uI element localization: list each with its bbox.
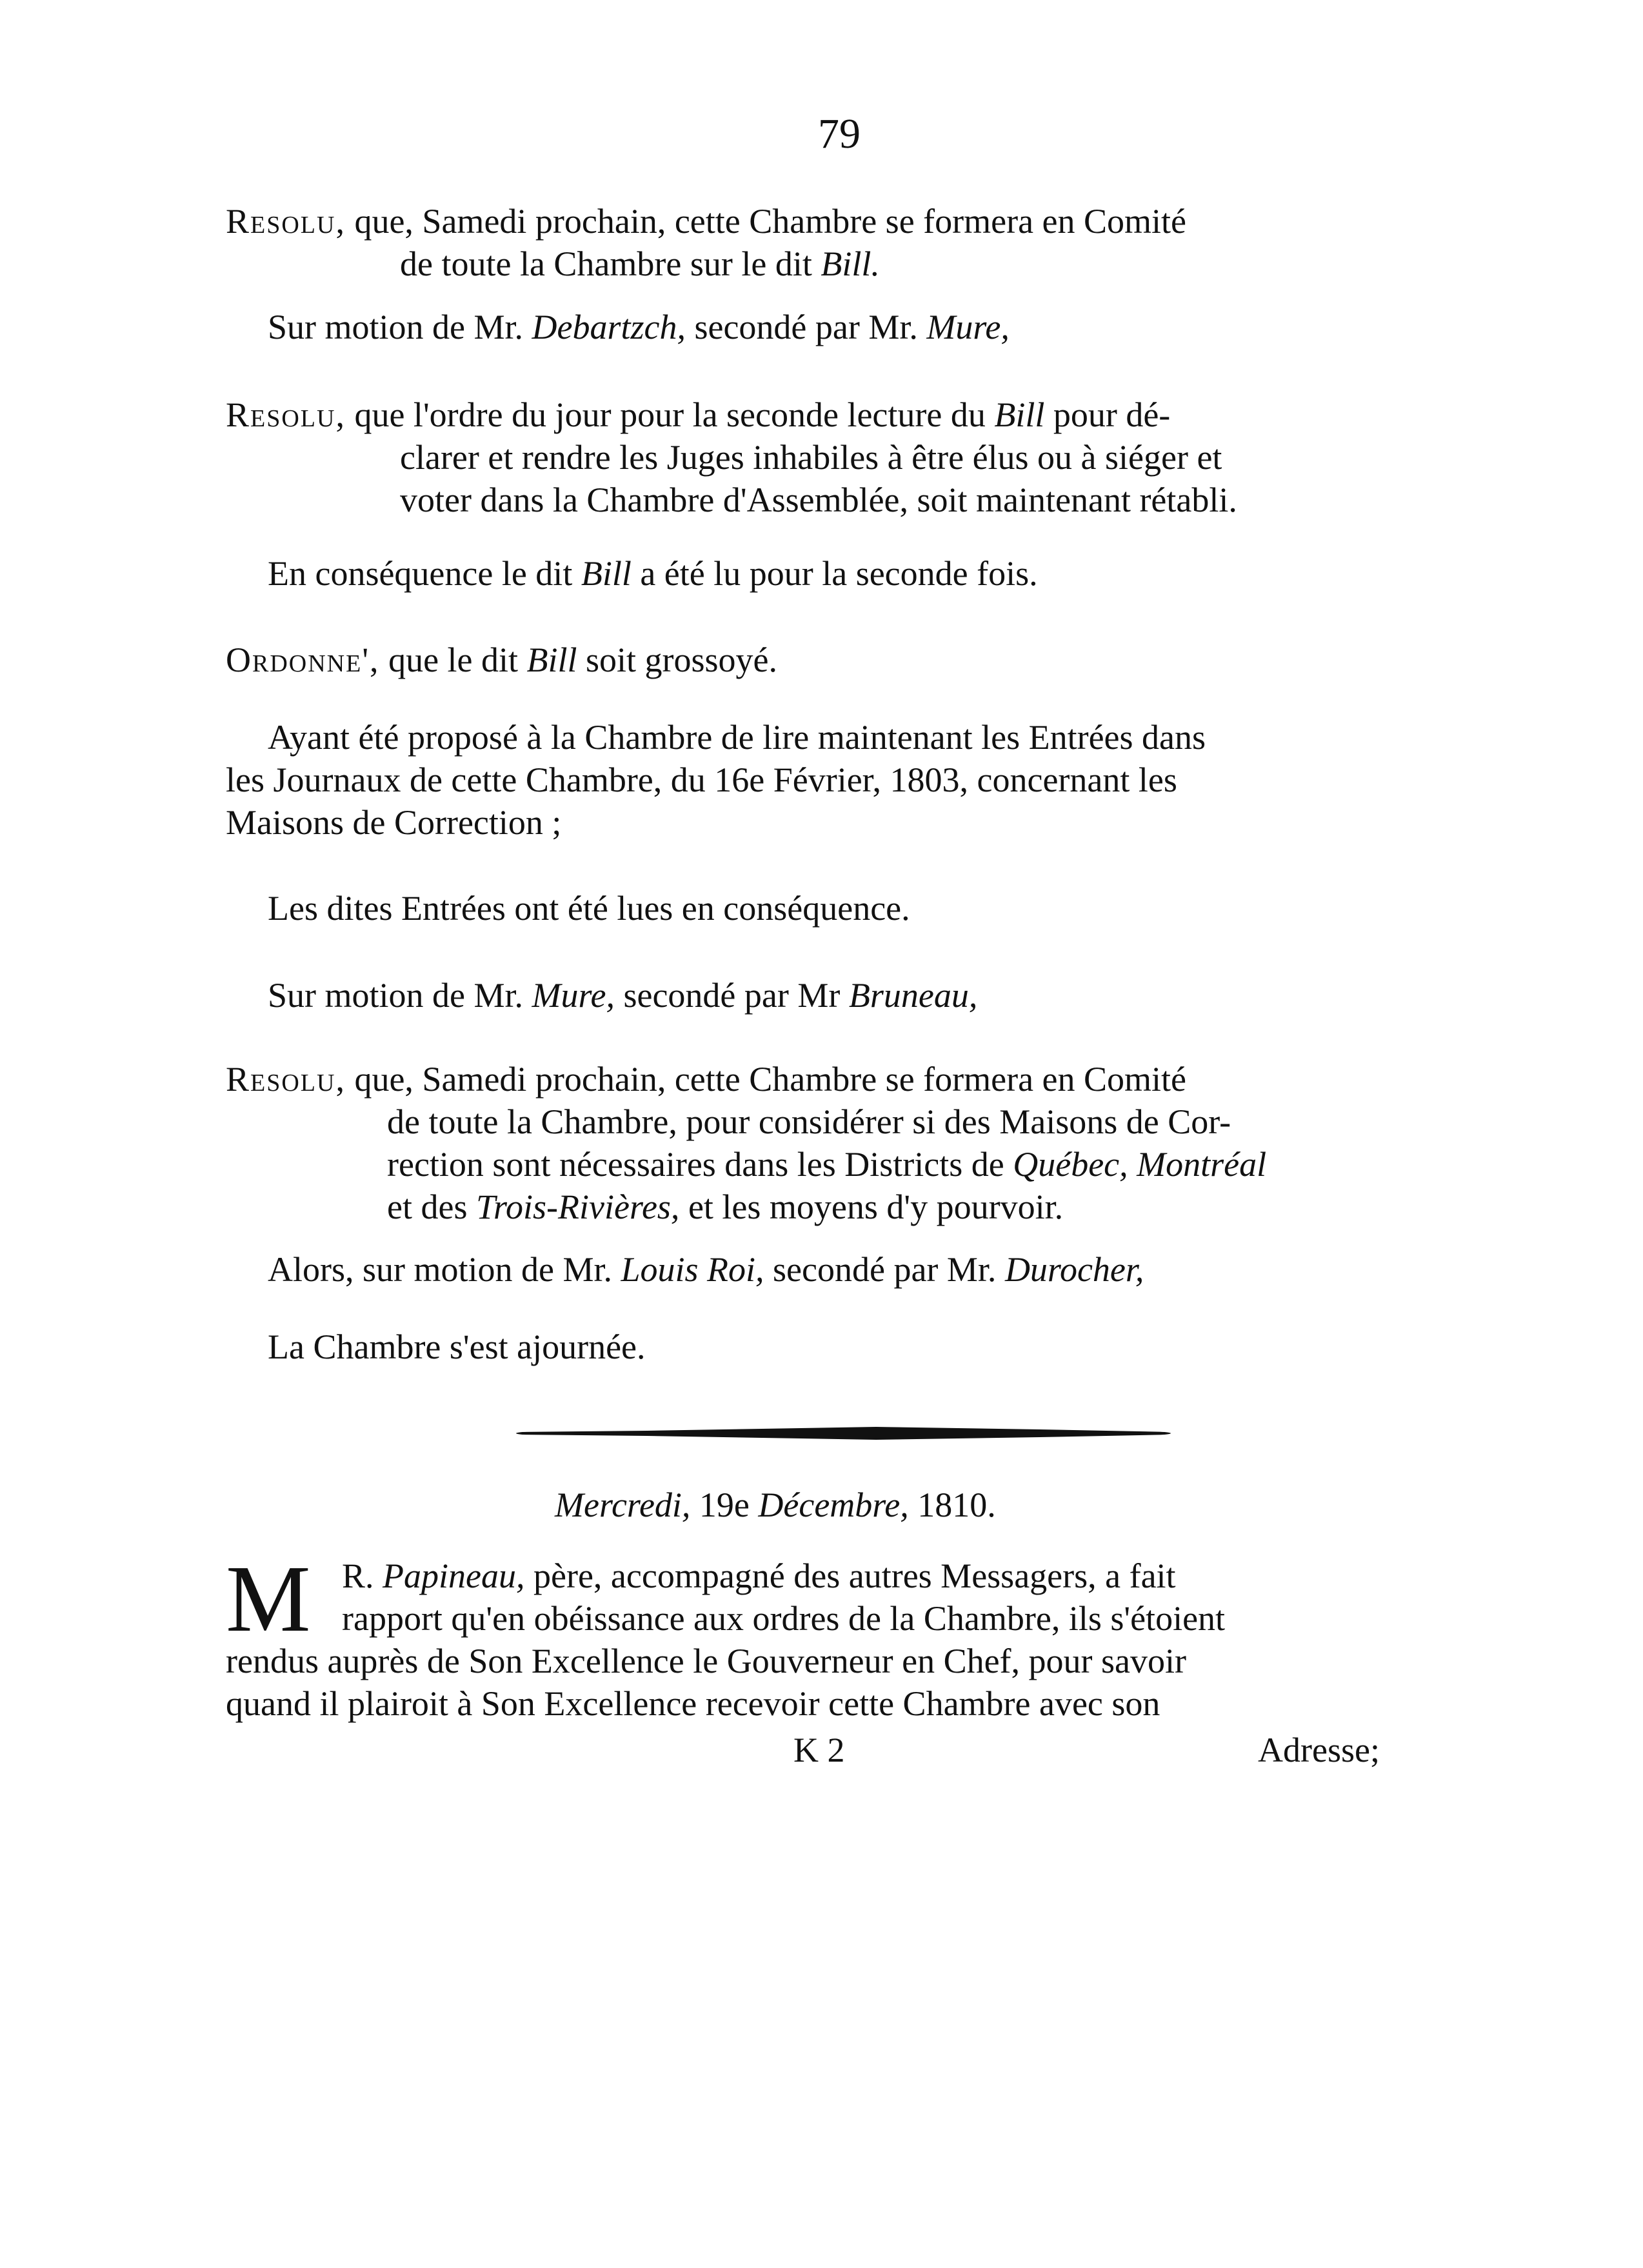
- member-name: Durocher,: [1004, 1250, 1144, 1289]
- motion-line-2: [268, 974, 977, 1017]
- text: Sur motion de Mr.: [268, 976, 532, 1015]
- weekday: Mercredi,: [555, 1486, 691, 1524]
- text-line: rendus auprès de Son Excellence le Gouverneur en Chef, pour savoir: [226, 1642, 1186, 1680]
- text-line: de toute la Chambre, pour considérer si des Maisons de Cor-: [387, 1102, 1231, 1141]
- member-name: Mure,: [532, 976, 615, 1015]
- text-line: que, Samedi prochain, cette Chambre se formera en Comité: [345, 202, 1187, 241]
- place-name: Trois-Rivières,: [475, 1188, 680, 1226]
- text-line: clarer et rendre les Juges inhabiles à être élus ou à siéger et: [400, 438, 1222, 477]
- member-name: Mure,: [926, 308, 1010, 346]
- motion-line-3: [268, 1248, 1144, 1291]
- text: En conséquence le dit: [268, 554, 581, 593]
- italic-term: Bill.: [821, 244, 880, 283]
- place-name: Montréal: [1137, 1145, 1267, 1184]
- signature-mark: K 2: [793, 1731, 845, 1769]
- text-line: Ayant été proposé à la Chambre de lire maintenant les Entrées dans: [268, 718, 1206, 757]
- catchword: Adresse;: [1258, 1731, 1380, 1769]
- motion-line-1: [268, 306, 1010, 348]
- place-name: Québec,: [1013, 1145, 1128, 1184]
- member-name: Debartzch,: [532, 308, 686, 346]
- italic-term: Bill: [994, 395, 1045, 434]
- text: a été lu pour la seconde fois.: [631, 554, 1038, 593]
- resolution-lead: Resolu,: [226, 202, 346, 241]
- text: secondé par Mr.: [764, 1250, 1005, 1289]
- member-name: Papineau,: [383, 1557, 525, 1595]
- text: [1128, 1145, 1137, 1184]
- text: père, accompagné des autres Messagers, a fait: [524, 1557, 1176, 1595]
- text-line: de toute la Chambre sur le dit: [400, 244, 821, 283]
- text: que l'ordre du jour pour la seconde lecture du: [345, 395, 995, 434]
- text-line: les Journaux de cette Chambre, du 16e Février, 1803, concernant les: [226, 761, 1177, 799]
- resolution-lead: Resolu,: [226, 395, 346, 434]
- text: secondé par Mr: [614, 976, 849, 1015]
- order-line: [226, 639, 777, 681]
- entries-read-line: Les dites Entrées ont été lues en conséquence.: [268, 889, 910, 928]
- page-number: 79: [818, 110, 861, 157]
- text: et des: [387, 1188, 476, 1226]
- month: Décembre,: [758, 1486, 909, 1524]
- order-lead: Ordonne',: [226, 641, 380, 679]
- text: rection sont nécessaires dans les Districts de: [387, 1145, 1013, 1184]
- text-line: rapport qu'en obéissance aux ordres de la Chambre, ils s'étoient: [342, 1599, 1226, 1638]
- text-line: Maisons de Correction ;: [226, 803, 562, 842]
- italic-term: Bill: [581, 554, 632, 593]
- drop-cap: M: [226, 1546, 311, 1652]
- text: que le dit: [379, 641, 527, 679]
- text-line: quand il plairoit à Son Excellence recevoir cette Chambre avec son: [226, 1684, 1160, 1723]
- member-name: Bruneau,: [848, 976, 978, 1015]
- italic-term: Bill: [526, 641, 577, 679]
- resolution-lead: Resolu,: [226, 1060, 346, 1099]
- text: et les moyens d'y pourvoir.: [679, 1188, 1064, 1226]
- year: 1810.: [908, 1486, 996, 1524]
- text: pour dé-: [1044, 395, 1171, 434]
- adjournment-line: La Chambre s'est ajournée.: [268, 1328, 646, 1366]
- section-divider: [516, 1427, 1171, 1440]
- text-line: voter dans la Chambre d'Assemblée, soit maintenant rétabli.: [400, 481, 1237, 519]
- reading-line: [268, 552, 1038, 595]
- date-heading: [555, 1484, 996, 1526]
- text: secondé par Mr.: [685, 308, 927, 346]
- text: Sur motion de Mr.: [268, 308, 532, 346]
- text: que, Samedi prochain, cette Chambre se formera en Comité: [345, 1060, 1187, 1099]
- day: 19e: [690, 1486, 759, 1524]
- text: R.: [342, 1557, 383, 1595]
- text: soit grossoyé.: [577, 641, 778, 679]
- member-name: Louis Roi,: [621, 1250, 764, 1289]
- text: Alors, sur motion de Mr.: [268, 1250, 621, 1289]
